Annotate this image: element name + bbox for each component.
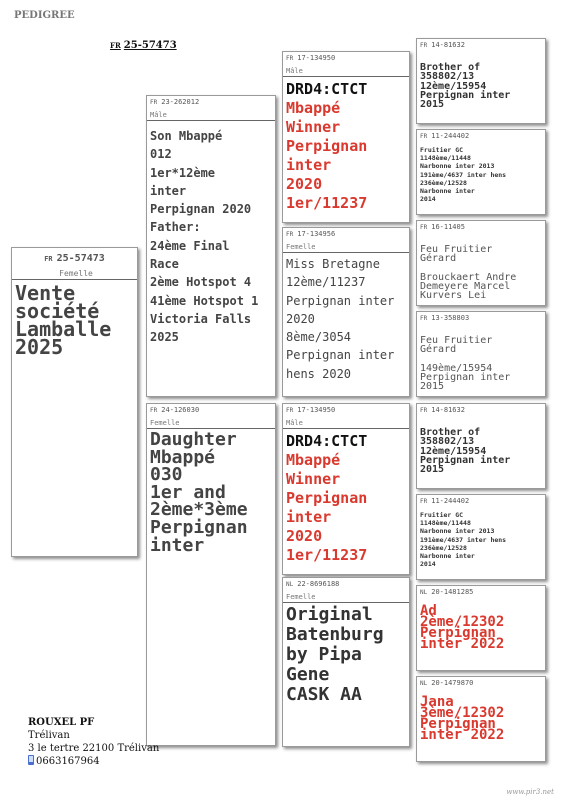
card-country: FR [286, 407, 294, 414]
breeder-phone[interactable]: 0663167964 [36, 756, 100, 767]
subject-ring-heading [110, 40, 177, 51]
card-dam-dam[interactable] [282, 577, 410, 747]
card-ring: 13-358803 [431, 314, 470, 322]
card-subject[interactable] [11, 247, 138, 557]
card-sire-sire[interactable] [282, 51, 410, 223]
card-country: FR [420, 133, 428, 140]
card-text: Fruitier GC 1148ème/11448 Narbonne inter 2013 191ème/4637 inter hens 236ème/12528 Narbonne inter 2014 [420, 146, 507, 204]
card-country: FR [286, 231, 294, 238]
genotype-label: DRD4:CTCT [286, 80, 368, 98]
card-ring: 11-244402 [431, 132, 470, 140]
performance-text: Mbappé Winner Perpignan inter 2020 1er/11237 [286, 99, 368, 212]
card-text: Brother of 358802/13 12ème/15954 Perpignan inter 2015 [420, 427, 511, 476]
genotype-label: DRD4:CTCT [286, 432, 368, 450]
card-text: Brother of 358802/13 12ème/15954 Perpignan inter 2015 [420, 62, 511, 111]
card-text: Feu Fruitier Gérard 149ème/15954 Perpignan inter 2015 [420, 335, 511, 393]
card-ring: 23-262012 [161, 98, 200, 106]
card-ring: 20-1479870 [431, 679, 474, 687]
card-country: NL [420, 680, 428, 687]
subject-country: FR [110, 41, 121, 50]
card-ring: 14-81632 [431, 41, 465, 49]
card-country: FR [150, 407, 158, 414]
card-sex: Femelle [286, 243, 316, 251]
card-ring: 11-244402 [431, 497, 470, 505]
breeder-phone-row [28, 755, 159, 768]
subject-ring-number: 25-57473 [123, 40, 177, 51]
card-country: FR [286, 55, 294, 62]
performance-text: Mbappé Winner Perpignan inter 2020 1er/11237 [286, 451, 368, 564]
card-ring: 24-126030 [161, 406, 200, 414]
breeder-name: ROUXEL PF [28, 717, 95, 728]
card-country: FR [420, 42, 428, 49]
card-ssd[interactable] [416, 129, 546, 215]
breeder-info [28, 716, 159, 768]
site-link[interactable]: www.pir3.net [506, 788, 554, 796]
card-sex: Femelle [286, 593, 316, 601]
breeder-address: 3 le tertre 22100 Trélivan [28, 743, 160, 754]
card-country: FR [420, 498, 428, 505]
card-dam-sire[interactable] [282, 403, 410, 575]
card-text: Miss Bretagne 12ème/11237 Perpignan inter 2020 8ème/3054 Perpignan inter hens 2020 [286, 257, 395, 381]
card-ring: 22-8696188 [297, 580, 340, 588]
card-text [283, 77, 409, 213]
card-text: Daughter Mbappé 030 1er and 2ème*3ème Perpignan inter [150, 429, 248, 556]
phone-icon [28, 755, 34, 765]
card-dam[interactable] [146, 403, 276, 746]
card-country: FR [420, 407, 428, 414]
card-text: Feu Fruitier Gérard Brouckaert Andre Demeyere Marcel Kurvers Lei [420, 244, 517, 302]
card-text: Fruitier GC 1148ème/11448 Narbonne inter 2013 191ème/4637 inter hens 236ème/12528 Narbonne inter 2014 [420, 511, 507, 569]
card-sire-dam[interactable] [282, 227, 410, 397]
card-sss[interactable] [416, 38, 546, 124]
card-ring: 25-57473 [56, 253, 105, 264]
card-dds[interactable] [416, 585, 546, 671]
card-country: NL [420, 589, 428, 596]
card-ring: 20-1481285 [431, 588, 474, 596]
card-ring: 17-134950 [297, 406, 336, 414]
card-sdd[interactable] [416, 311, 546, 397]
card-text: Ad 2ème/12302 Perpignan inter 2022 [420, 603, 505, 652]
card-text [283, 429, 409, 565]
card-sex: Femelle [59, 269, 93, 278]
card-text: Original Batenburg by Pipa Gene CASK AA [286, 604, 384, 705]
card-ring: 16-11405 [431, 223, 465, 231]
card-sex: Femelle [150, 419, 180, 427]
card-country: NL [286, 581, 294, 588]
breeder-town: Trélivan [28, 730, 70, 741]
card-sex: Mâle [150, 111, 167, 119]
card-dsd[interactable] [416, 494, 546, 580]
card-ring: 17-134950 [297, 54, 336, 62]
card-ring: 17-134956 [297, 230, 336, 238]
card-country: FR [420, 315, 428, 322]
card-text: Vente société Lamballe 2025 [15, 281, 112, 359]
card-sire[interactable] [146, 95, 276, 397]
card-dss[interactable] [416, 403, 546, 489]
card-country: FR [420, 224, 428, 231]
card-ring: 14-81632 [431, 406, 465, 414]
page-title: PEDIGREE [14, 10, 75, 21]
card-text: Son Mbappé 012 1er*12ème inter Perpignan 2020 Father: 24ème Final Race 2ème Hotspot 4 41ème Hotspot 1 Victoria Falls 2025 [150, 129, 259, 345]
card-country: FR [44, 255, 53, 263]
card-ddd[interactable] [416, 676, 546, 762]
card-sex: Mâle [286, 419, 303, 427]
card-sds[interactable] [416, 220, 546, 306]
card-sex: Mâle [286, 67, 303, 75]
card-country: FR [150, 99, 158, 106]
card-text: Jana 3ème/12302 Perpignan inter 2022 [420, 694, 505, 743]
